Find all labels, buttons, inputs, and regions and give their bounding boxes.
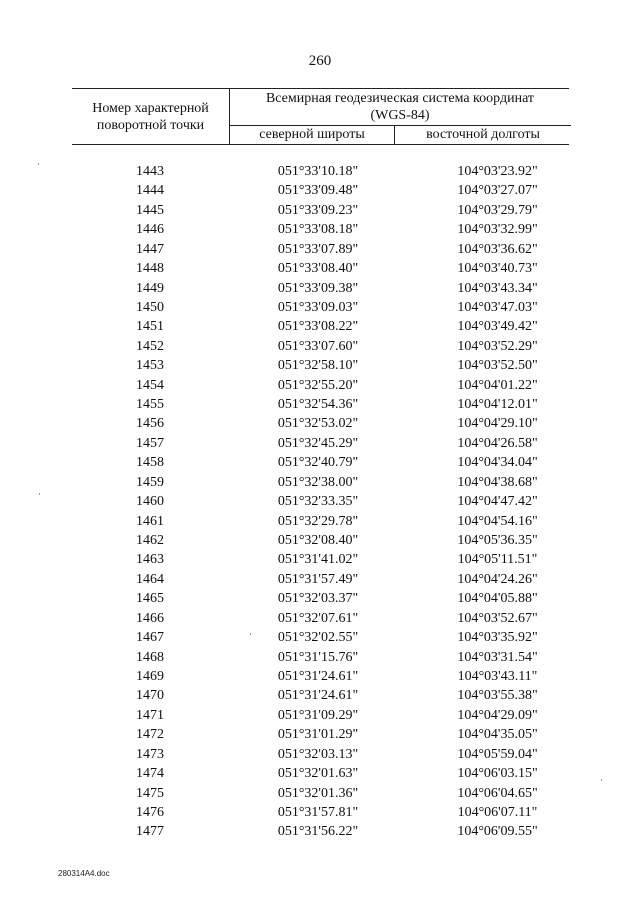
scan-speck [250,633,251,635]
table-row [72,298,569,317]
longitude-cell: 104°03'35.92" [457,630,538,646]
latitude-cell: 051°33'09.38" [277,280,359,296]
table-row [72,570,569,589]
point-number-cell: 1466 [136,610,164,626]
table-row [72,609,569,628]
longitude-cell: 104°05'59.04" [457,746,538,762]
point-number-cell: 1457 [136,435,164,451]
latitude-cell: 051°32'08.40" [277,533,359,549]
longitude-cell: 104°06'03.15" [457,766,538,782]
table-row [72,317,569,336]
latitude-cell: 051°31'24.61" [277,688,359,704]
latitude-cell: 051°32'07.61" [277,610,359,626]
table-row [72,531,569,550]
table-row [72,395,569,414]
point-number-cell: 1459 [136,474,164,490]
point-number-cell: 1464 [136,571,164,587]
point-number-cell: 1471 [136,707,164,723]
point-number-cell: 1455 [136,397,164,413]
point-number-cell: 1474 [136,766,164,782]
table-row [72,162,569,181]
scan-speck [39,493,40,495]
table-row [72,279,569,298]
longitude-cell: 104°03'40.73" [457,261,538,277]
latitude-cell: 051°33'07.89" [277,241,359,257]
point-number-cell: 1469 [136,668,164,684]
longitude-cell: 104°04'29.10" [457,416,538,432]
point-number-cell: 1448 [136,261,164,277]
latitude-cell: 051°31'01.29" [277,727,359,743]
latitude-cell: 051°32'02.55" [277,630,359,646]
point-number-cell: 1467 [136,630,164,646]
latitude-cell: 051°32'58.10" [277,358,359,374]
table-row [72,356,569,375]
point-number-cell: 1460 [136,494,164,510]
point-number-cell: 1465 [136,591,164,607]
latitude-cell: 051°33'08.22" [277,319,359,335]
longitude-cell: 104°04'24.26" [457,571,538,587]
table-body [72,162,569,842]
latitude-cell: 051°33'08.40" [277,261,359,277]
longitude-cell: 104°04'12.01" [457,397,538,413]
latitude-cell: 051°31'24.61" [277,668,359,684]
header-point-number: Номер характерной поворотной точки [92,100,209,133]
latitude-cell: 051°32'54.36" [277,397,359,413]
point-number-cell: 1450 [136,299,164,315]
table-row [72,259,569,278]
table-row [72,764,569,783]
coordinates-table [72,88,569,840]
table-row [72,492,569,511]
table-row [72,745,569,764]
longitude-cell: 104°04'34.04" [457,455,538,471]
table-row [72,706,569,725]
latitude-cell: 051°32'01.36" [277,785,359,801]
point-number-cell: 1456 [136,416,164,432]
latitude-cell: 051°32'03.13" [277,746,359,762]
longitude-cell: 104°03'36.62" [457,241,538,257]
longitude-cell: 104°03'23.92" [457,164,538,179]
latitude-cell: 051°31'41.02" [277,552,359,568]
longitude-cell: 104°04'47.42" [457,494,538,510]
point-number-cell: 1475 [136,785,164,801]
longitude-cell: 104°04'29.09" [457,707,538,723]
longitude-cell: 104°06'09.55" [457,824,538,840]
longitude-cell: 104°06'07.11" [457,804,538,820]
point-number-cell: 1476 [136,804,164,820]
point-number-cell: 1444 [136,183,164,199]
latitude-cell: 051°33'08.18" [277,222,359,238]
latitude-cell: 051°33'07.60" [277,338,359,354]
latitude-cell: 051°32'29.78" [277,513,359,529]
point-number-cell: 1452 [136,338,164,354]
table-row [72,434,569,453]
table-row [72,220,569,239]
table-row [72,453,569,472]
latitude-cell: 051°32'01.63" [277,766,359,782]
point-number-cell: 1468 [136,649,164,665]
latitude-cell: 051°31'57.81" [277,804,359,820]
header-longitude: восточной долготы [394,125,571,145]
point-number-cell: 1451 [136,319,164,335]
longitude-cell: 104°05'36.35" [457,533,538,549]
longitude-cell: 104°03'52.29" [457,338,538,354]
longitude-cell: 104°04'35.05" [457,727,538,743]
longitude-cell: 104°03'43.34" [457,280,538,296]
table-row [72,667,569,686]
latitude-cell: 051°31'09.29" [277,707,359,723]
scan-speck [601,779,602,781]
latitude-cell: 051°32'45.29" [277,435,359,451]
point-number-cell: 1470 [136,688,164,704]
latitude-cell: 051°33'09.03" [277,299,359,315]
latitude-cell: 051°32'40.79" [277,455,359,471]
latitude-cell: 051°33'10.18" [277,164,359,179]
longitude-cell: 104°03'55.38" [457,688,538,704]
point-number-cell: 1458 [136,455,164,471]
header-coordinate-system [229,89,570,144]
header-system-title: Всемирная геодезическая система координат (WGS-84) [265,91,535,123]
table-row [72,686,569,705]
header-latitude: северной широты [230,125,394,145]
table-row [72,725,569,744]
longitude-cell: 104°04'26.58" [457,435,538,451]
latitude-cell: 051°32'03.37" [277,591,359,607]
table-header [72,88,569,145]
latitude-cell: 051°32'53.02" [277,416,359,432]
point-number-cell: 1446 [136,222,164,238]
point-number-cell: 1449 [136,280,164,296]
point-number-cell: 1443 [136,164,164,179]
table-row [72,201,569,220]
point-number-cell: 1445 [136,202,164,218]
longitude-cell: 104°04'54.16" [457,513,538,529]
point-number-cell: 1463 [136,552,164,568]
latitude-cell: 051°32'33.35" [277,494,359,510]
table-row [72,240,569,259]
longitude-cell: 104°03'52.67" [457,610,538,626]
point-number-cell: 1472 [136,727,164,743]
latitude-cell: 051°31'57.49" [277,571,359,587]
latitude-cell: 051°32'55.20" [277,377,359,393]
latitude-cell: 051°31'56.22" [277,824,359,840]
table-row [72,512,569,531]
table-row [72,822,569,841]
table-row [72,550,569,569]
page-number: 260 [308,53,332,69]
table-row [72,628,569,647]
table-row [72,648,569,667]
table-row [72,803,569,822]
longitude-cell: 104°05'11.51" [457,552,538,568]
point-number-cell: 1447 [136,241,164,257]
longitude-cell: 104°03'52.50" [457,358,538,374]
table-row [72,376,569,395]
table-row [72,589,569,608]
latitude-cell: 051°32'38.00" [277,474,359,490]
longitude-cell: 104°03'32.99" [457,222,538,238]
table-row [72,784,569,803]
longitude-cell: 104°04'38.68" [457,474,538,490]
table-row [72,181,569,200]
latitude-cell: 051°31'15.76" [277,649,359,665]
point-number-cell: 1454 [136,377,164,393]
longitude-cell: 104°03'27.07" [457,183,538,199]
longitude-cell: 104°04'01.22" [457,377,538,393]
point-number-cell: 1473 [136,746,164,762]
longitude-cell: 104°03'29.79" [457,202,538,218]
scan-speck [38,163,39,165]
point-number-cell: 1462 [136,533,164,549]
longitude-cell: 104°03'47.03" [457,299,538,315]
table-row [72,337,569,356]
document-filename: 280314A4.doc [58,869,110,878]
point-number-cell: 1453 [136,358,164,374]
longitude-cell: 104°03'49.42" [457,319,538,335]
point-number-cell: 1461 [136,513,164,529]
longitude-cell: 104°03'31.54" [457,649,538,665]
longitude-cell: 104°03'43.11" [457,668,538,684]
table-row [72,414,569,433]
point-number-cell: 1477 [136,824,164,840]
latitude-cell: 051°33'09.23" [277,202,359,218]
longitude-cell: 104°06'04.65" [457,785,538,801]
longitude-cell: 104°04'05.88" [457,591,538,607]
latitude-cell: 051°33'09.48" [277,183,359,199]
table-row [72,473,569,492]
